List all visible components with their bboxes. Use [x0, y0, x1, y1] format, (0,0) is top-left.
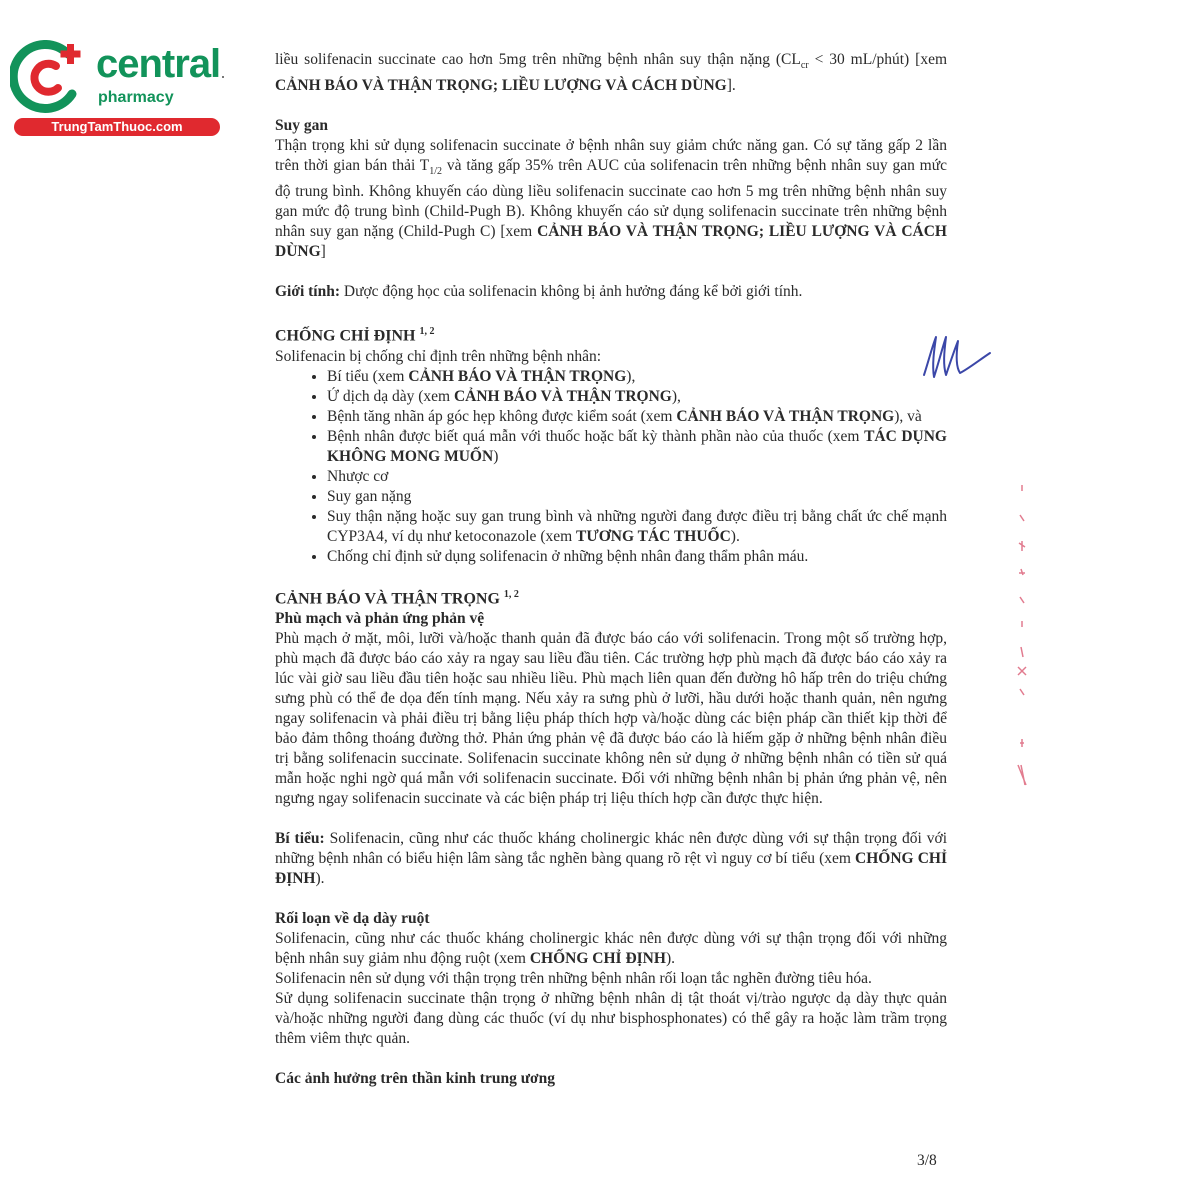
page-number: 3/8: [917, 1152, 937, 1169]
list-item: • Bệnh tăng nhãn áp góc hẹp không được kiểm soát (xem CẢNH BÁO VÀ THẬN TRỌNG), và: [327, 407, 947, 427]
angioedema-paragraph: Phù mạch ở mặt, môi, lưỡi và/hoặc thanh quản đã được báo cáo với solifenacin. Trong một số trường hợp, phù mạch đã được báo cáo xảy ra ngay sau liều đầu tiên. Các trường hợp phù mạch đã được báo cáo xảy ra lúc vài giờ sau liều đầu tiên hoặc sau nhiều liều. Phù mạch liên quan đến đường hô hấp trên do triệu chứng sưng phù có thể đe dọa đến tính mạng. Nếu xảy ra sưng phù ở lưỡi, hầu dưới hoặc thanh quản, nên ngưng ngay solifenacin và phải điều trị bằng liệu pháp thích hợp và/hoặc dùng các biện pháp cần thiết kịp thời để bảo đảm thông thoáng đường thở. Phản ứng phản vệ đã được báo cáo là hiếm gặp ở những bệnh nhân điều trị bằng solifenacin succinate. Solifenacin succinate không nên sử dụng ở những bệnh nhân có tiền sử quá mẫn hoặc nghi ngờ quá mẫn với solifenacin succinate. Đối với những bệnh nhân bị phản ứng phản vệ, nên ngưng ngay solifenacin succinate và các biện pháp trị liệu thích hợp cần được thực hiện.: [275, 629, 947, 807]
list-item: • Suy thận nặng hoặc suy gan trung bình và những người đang được điều trị bằng chất ức chế mạnh CYP3A4, ví dụ như ketoconazole (xem TƯƠNG TÁC THUỐC).: [327, 507, 947, 547]
logo-subtitle: pharmacy: [98, 89, 174, 106]
liver-paragraph: Thận trọng khi sử dụng solifenacin succinate ở bệnh nhân suy giảm chức năng gan. Có sự tăng gấp 2 lần trên thời gian bán thải $T_{1/2}$ và tăng gấp 35% trên AUC của solifenacin trên những bệnh nhân suy gan mức độ trung bình. Không khuyến cáo dùng liều solifenacin succinate cao hơn 5 mg trên những bệnh nhân suy gan mức độ trung bình (Child-Pugh B). Không khuyến cáo sử dụng solifenacin succinate trên những bệnh nhân suy gan nặng (Child-Pugh C) [xem CẢNH BÁO VÀ THẬN TRỌNG; LIỀU LƯỢNG VÀ CÁCH DÙNG]: [275, 137, 948, 261]
contraindications-heading: CHỐNG CHỈ ĐỊNH $^{1, 2}$: [275, 326, 435, 345]
gi-paragraph-2: Solifenacin nên sử dụng với thận trọng trên những bệnh nhân rối loạn tắc nghẽn đường tiêu hóa.: [275, 969, 872, 987]
logo-url-banner: TrungTamThuoc.com: [14, 118, 220, 136]
list-item: • Bệnh nhân được biết quá mẫn với thuốc hoặc bất kỳ thành phần nào của thuốc (xem TÁC DỤNG KHÔNG MONG MUỐN): [327, 427, 947, 467]
logo-wordmark: central: [96, 42, 221, 86]
gi-paragraph-3: Sử dụng solifenacin succinate thận trọng ở những bệnh nhân dị tật thoát vị/trào ngược dạ dày thực quản và/hoặc những người đang dùng các thuốc (ví dụ như bisphosphonates) có thể gây ra hoặc làm trầm trọng thêm viêm thực quản.: [275, 989, 947, 1047]
central-pharmacy-logo: [10, 36, 225, 136]
urinary-retention-paragraph: Bí tiểu: Solifenacin, cũng như các thuốc kháng cholinergic khác nên được dùng với sự thận trọng đối với những bệnh nhân có biểu hiện lâm sàng tắc nghẽn bàng quang rõ rệt vì nguy cơ bí tiểu (xem CHỐNG CHỈ ĐỊNH).: [275, 829, 947, 887]
list-item: • Ứ dịch dạ dày (xem CẢNH BÁO VÀ THẬN TRỌNG),: [327, 387, 947, 407]
scan-speck: [222, 76, 224, 78]
contraindications-intro: Solifenacin bị chống chỉ định trên những bệnh nhân:: [275, 347, 602, 365]
list-item: • Suy gan nặng: [327, 487, 947, 507]
document-page: [275, 50, 947, 1089]
warnings-heading: CẢNH BÁO VÀ THẬN TRỌNG $^{1, 2}$: [275, 588, 519, 607]
gi-disorders-heading: Rối loạn về dạ dày ruột: [275, 909, 430, 927]
renal-paragraph-end: liều solifenacin succinate cao hơn 5mg trên những bệnh nhân suy thận nặng ($CL_{cr} < 30$ mL/phút) [xem CẢNH BÁO VÀ THẬN TRỌNG; LIỀU LƯỢNG VÀ CÁCH DÙNG].: [275, 51, 948, 95]
cns-effects-heading: Các ảnh hưởng trên thần kinh trung ương: [275, 1069, 555, 1087]
gi-paragraph-1: Solifenacin, cũng như các thuốc kháng cholinergic khác nên được dùng với sự thận trọng đối với những bệnh nhân suy giảm nhu động ruột (xem CHỐNG CHỈ ĐỊNH).: [275, 929, 947, 967]
gender-paragraph: Giới tính: Dược động học của solifenacin không bị ảnh hưởng đáng kể bởi giới tính.: [275, 283, 803, 301]
contraindications-list: [275, 367, 947, 567]
list-item: • Chống chỉ định sử dụng solifenacin ở những bệnh nhân đang thẩm phân máu.: [327, 547, 947, 567]
handwritten-signature-icon: [916, 325, 994, 385]
list-item: • Nhược cơ: [327, 467, 947, 487]
angioedema-heading: Phù mạch và phản ứng phản vệ: [275, 609, 485, 627]
red-margin-stamp-icon: [1012, 485, 1032, 795]
list-item: • Bí tiểu (xem CẢNH BÁO VÀ THẬN TRỌNG),: [327, 367, 947, 387]
liver-heading: Suy gan: [275, 117, 328, 135]
central-pharmacy-logo-icon: [10, 40, 90, 116]
